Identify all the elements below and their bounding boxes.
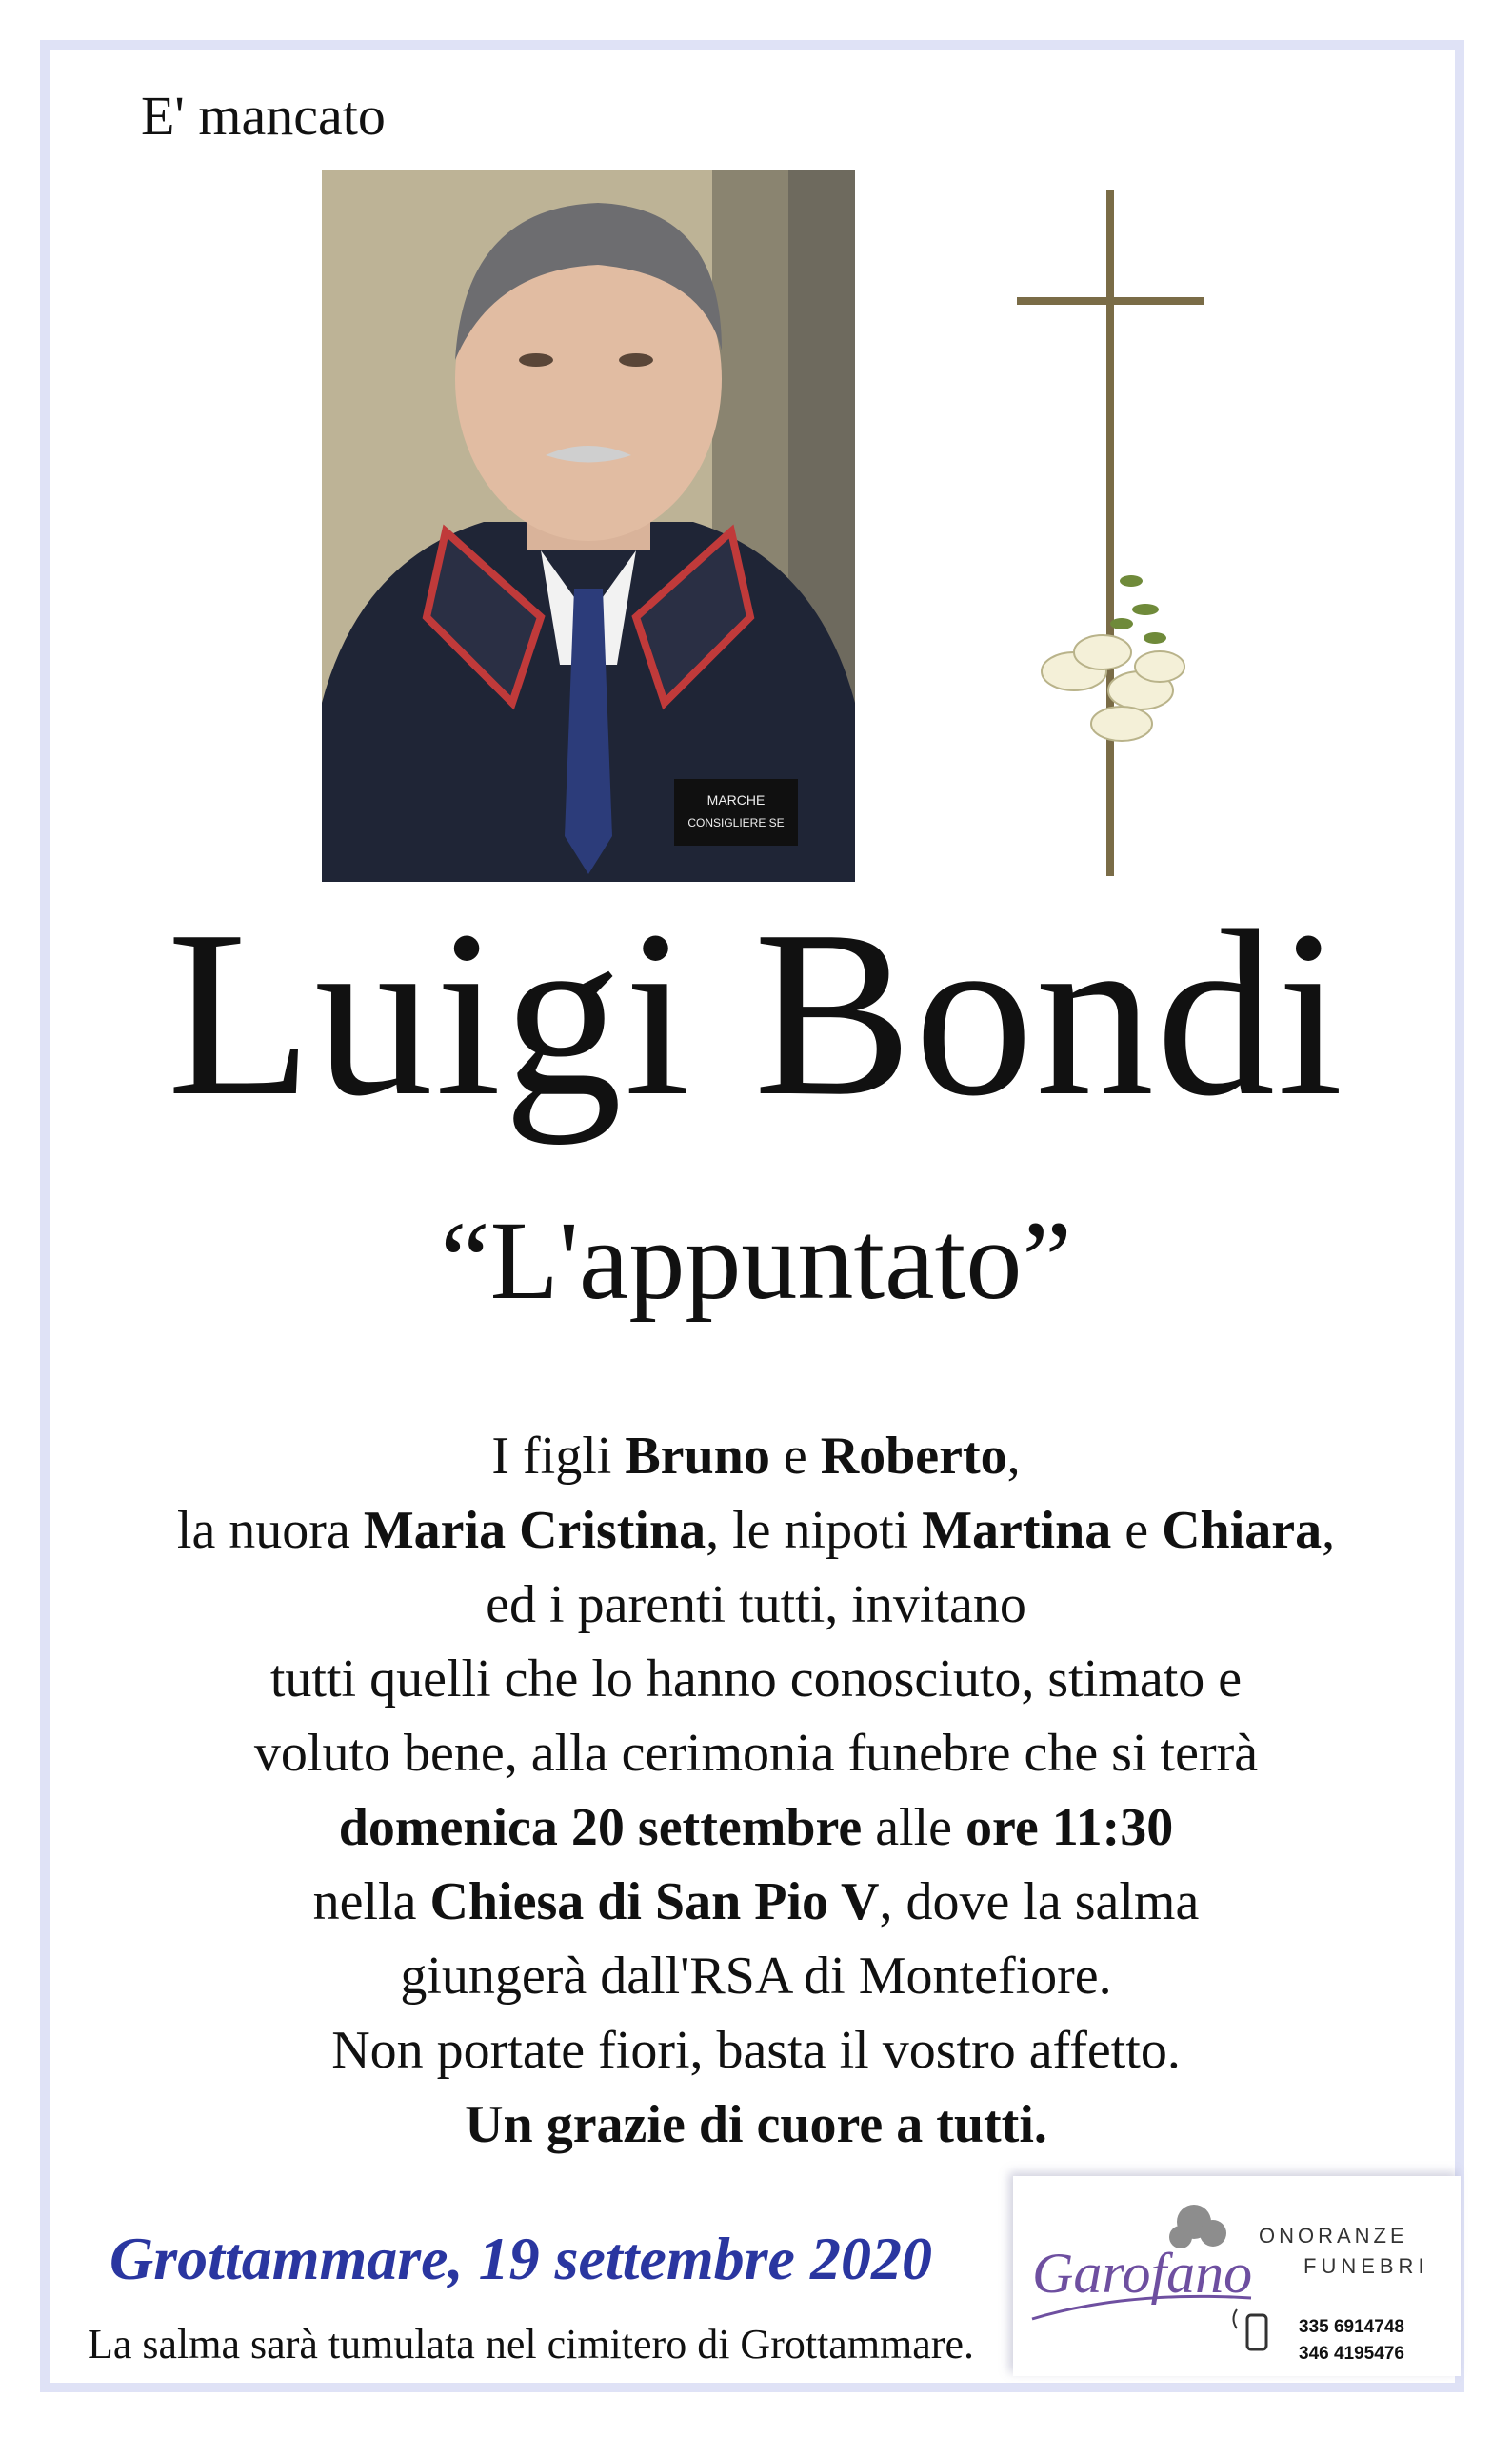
svg-text:MARCHE: MARCHE bbox=[706, 792, 766, 808]
body-line-6: domenica 20 settembre alle ore 11:30 bbox=[338, 1798, 1174, 1857]
body-line-4: tutti quelli che lo hanno conosciuto, stimato e bbox=[269, 1649, 1243, 1709]
logo-word-onoranze: ONORANZE bbox=[1259, 2224, 1408, 2248]
body-line-8: giungerà dall'RSA di Montefiore. bbox=[400, 1947, 1112, 2006]
body-line-1: I figli Bruno e Roberto, bbox=[491, 1427, 1021, 1486]
place-date: Grottammare, 19 settembre 2020 bbox=[109, 2225, 932, 2292]
burial-note: La salma sarà tumulata nel cimitero di Grottammare. bbox=[88, 2321, 974, 2368]
phone-number-1: 335 6914748 bbox=[1299, 2317, 1404, 2337]
announcement-body bbox=[76, 1419, 1436, 2162]
svg-text:CONSIGLIERE SE: CONSIGLIERE SE bbox=[687, 816, 785, 829]
body-line-9: Non portate fiori, basta il vostro affetto. bbox=[331, 2021, 1181, 2080]
logo-word-funebri: FUNEBRI bbox=[1303, 2254, 1429, 2278]
nickname: “L'appuntato” bbox=[440, 1198, 1072, 1323]
body-line-3: ed i parenti tutti, invitano bbox=[486, 1575, 1026, 1634]
logo-script: Garofano bbox=[1032, 2242, 1253, 2305]
cross-with-flowers-icon bbox=[1017, 190, 1207, 876]
deceased-name: Luigi Bondi bbox=[167, 882, 1345, 1146]
portrait-photo bbox=[322, 170, 855, 882]
intro-text: E' mancato bbox=[141, 85, 386, 147]
body-line-2: la nuora Maria Cristina, le nipoti Martina e Chiara, bbox=[176, 1501, 1336, 1560]
phone-number-2: 346 4195476 bbox=[1299, 2344, 1404, 2364]
funeral-home-logo bbox=[1013, 2176, 1461, 2376]
body-line-5: voluto bene, alla cerimonia funebre che si terrà bbox=[253, 1724, 1259, 1783]
body-line-10: Un grazie di cuore a tutti. bbox=[465, 2095, 1047, 2154]
body-line-7: nella Chiesa di San Pio V, dove la salma bbox=[312, 1872, 1200, 1931]
